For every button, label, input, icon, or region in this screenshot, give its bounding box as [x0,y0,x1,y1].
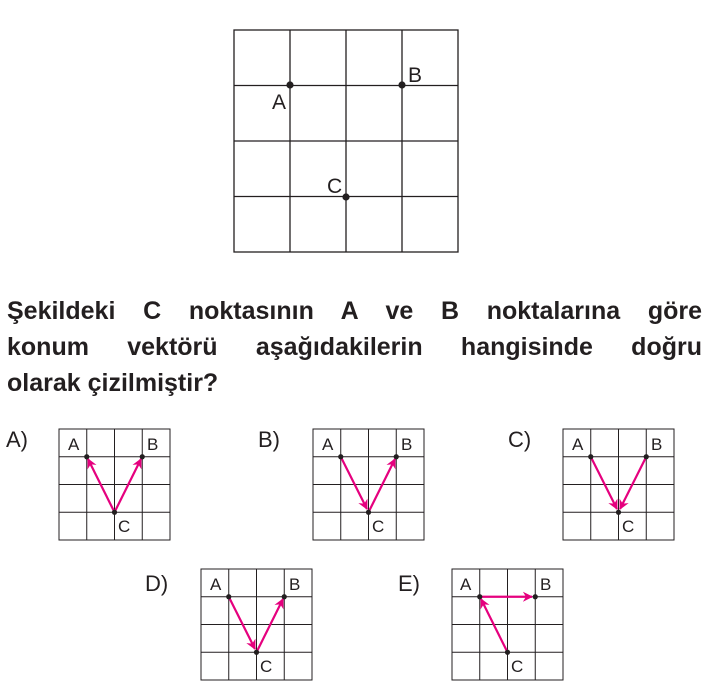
option-c-label-a: A [572,435,584,454]
option-c-label-b: B [651,435,663,454]
option-e-arrow-ca [481,599,508,652]
option-c-point-a [588,454,593,459]
point-c-label: C [327,175,343,198]
option-d-label-b: B [289,575,301,594]
option-e-label-a: A [460,575,472,594]
option-d-arrow-cb [257,599,284,652]
option-a-point-a [84,454,89,459]
option-a-label-c: C [118,517,131,536]
option-d-label-c: C [260,657,273,676]
option-c-letter: C) [508,427,532,452]
option-d[interactable] [145,569,312,680]
question-line-2: konum vektörü aşağıdakilerin hangisinde doğru [7,333,702,361]
option-b-letter: B) [258,427,280,452]
option-a[interactable] [6,427,170,540]
option-a-label-a: A [68,435,80,454]
option-e-point-b [533,594,538,599]
option-c-arrow-ac [591,457,617,509]
option-b[interactable] [258,427,424,540]
option-b-arrow-ac [341,457,367,509]
option-b-point-b [394,454,399,459]
option-c[interactable] [508,427,674,540]
option-b-point-a [338,454,343,459]
option-b-label-b: B [401,435,413,454]
point-b-label: B [408,64,423,87]
option-b-arrow-cb [369,459,396,512]
option-c-point-c [616,510,621,515]
option-a-point-b [140,454,145,459]
option-b-label-a: A [322,435,334,454]
point-c-dot [342,193,349,200]
option-d-arrow-ac [229,597,255,649]
option-e-label-c: C [511,657,524,676]
question-text [7,293,702,401]
option-d-label-a: A [210,575,222,594]
main-grid [234,30,458,252]
main-grid-figure [234,30,458,252]
option-e-point-a [477,594,482,599]
option-c-arrow-bc [620,457,646,509]
option-a-letter: A) [6,427,28,452]
question-line-3: olarak çizilmiştir? [7,369,219,397]
option-d-letter: D) [145,571,169,596]
option-e[interactable] [398,569,563,680]
option-a-point-c [112,510,117,515]
option-d-point-c [254,650,259,655]
option-d-point-a [226,594,231,599]
option-a-label-b: B [147,435,159,454]
option-b-point-c [366,510,371,515]
option-e-letter: E) [398,571,420,596]
option-a-arrow-ca [88,459,115,512]
option-b-label-c: C [372,517,385,536]
option-c-point-b [644,454,649,459]
question-line-1: Şekildeki C noktasının A ve B noktalarına göre [7,297,702,325]
point-a-label: A [272,91,287,114]
option-c-label-c: C [622,517,635,536]
option-a-arrow-cb [115,459,142,512]
point-b-dot [398,81,405,88]
option-e-label-b: B [540,575,552,594]
option-e-point-c [505,650,510,655]
option-d-point-b [282,594,287,599]
point-a-dot [286,81,293,88]
